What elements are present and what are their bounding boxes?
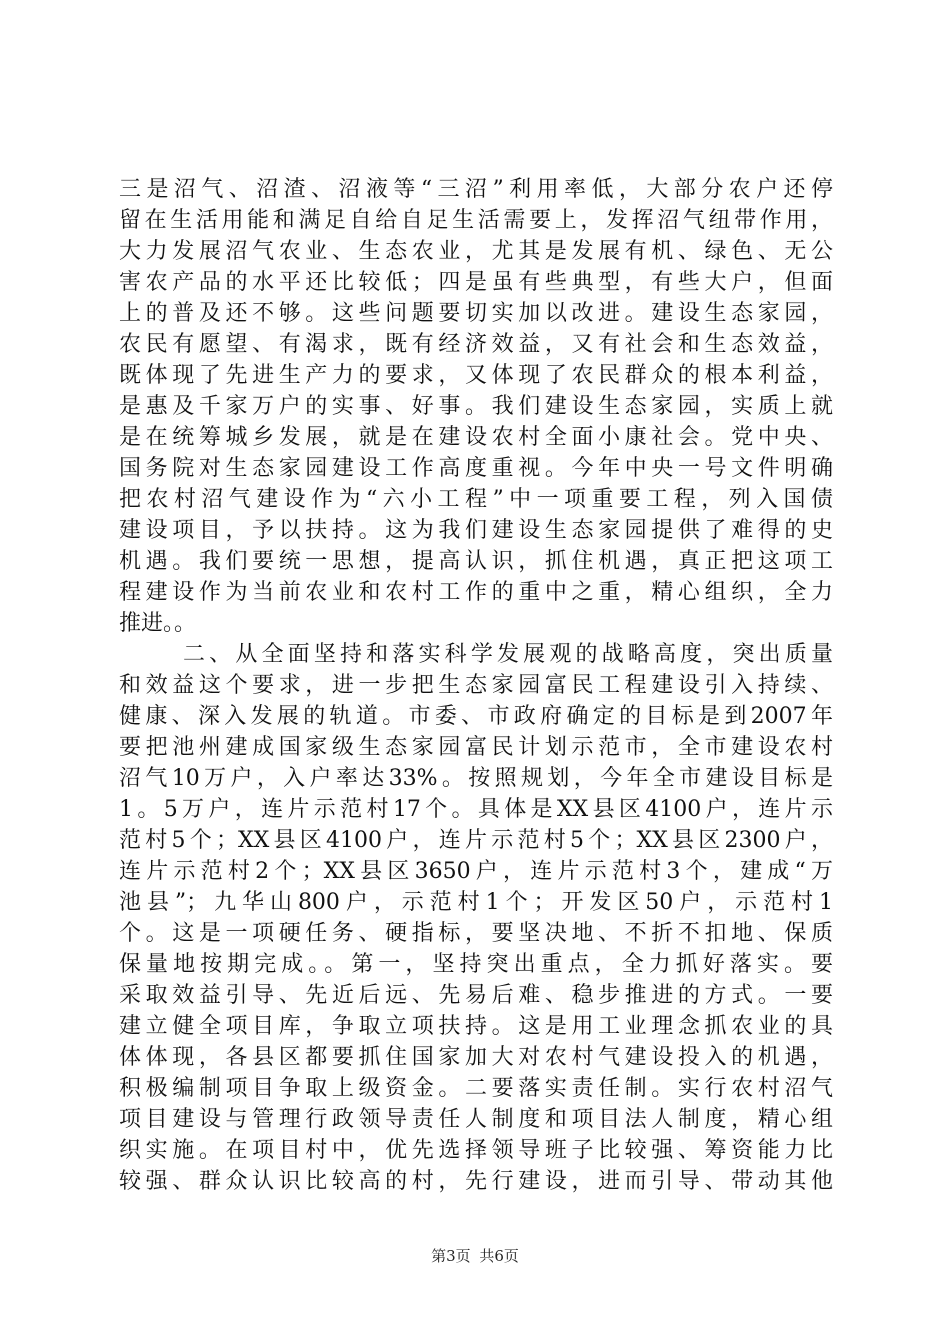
- text-line-25: 个。这是一项硬任务、硬指标，要坚决地、不折不扣地、保质: [119, 921, 833, 946]
- text-line-28: 建立健全项目库，争取立项扶持。这是用工业理念抓农业的具: [119, 1014, 833, 1039]
- text-line-5: 上的普及还不够。这些问题要切实加以改进。建设生态家园，: [119, 301, 833, 326]
- text-line-10: 国务院对生态家园建设工作高度重视。今年中央一号文件明确: [119, 456, 833, 481]
- text-line-8: 是惠及千家万户的实事、好事。我们建设生态家园，实质上就: [119, 394, 833, 419]
- text-line-29: 体体现，各县区都要抓住国家加大对农村气建设投入的机遇，: [119, 1045, 833, 1070]
- text-line-16: 二、从全面坚持和落实科学发展观的战略高度，突出质量: [183, 642, 833, 667]
- document-body: [119, 174, 833, 1197]
- text-line-23: 连片示范村2个；XX县区3650户，连片示范村3个，建成“万: [119, 859, 833, 884]
- text-line-18: 健康、深入发展的轨道。市委、市政府确定的目标是到2007年: [119, 704, 833, 729]
- text-line-11: 把农村沼气建设作为“六小工程”中一项重要工程，列入国债: [119, 487, 833, 512]
- page-footer: [0, 1246, 950, 1266]
- text-line-33: 较强、群众认识比较高的村，先行建设，进而引导、带动其他: [119, 1169, 833, 1194]
- text-line-27: 采取效益引导、先近后远、先易后难、稳步推进的方式。一要: [119, 983, 833, 1008]
- text-line-26: 保量地按期完成。。第一，坚持突出重点，全力抓好落实。要: [119, 952, 833, 977]
- text-line-13: 机遇。我们要统一思想，提高认识，抓住机遇，真正把这项工: [119, 549, 833, 574]
- text-line-19: 要把池州建成国家级生态家园富民计划示范市，全市建设农村: [119, 735, 833, 760]
- text-line-3: 大力发展沼气农业、生态农业，尤其是发展有机、绿色、无公: [119, 239, 833, 264]
- page-number: 第3页: [431, 1247, 471, 1265]
- text-line-1: 三是沼气、沼渣、沼液等“三沼”利用率低，大部分农户还停: [119, 177, 833, 202]
- text-line-31: 项目建设与管理行政领导责任人制度和项目法人制度，精心组: [119, 1107, 833, 1132]
- text-line-32: 织实施。在项目村中，优先选择领导班子比较强、筹资能力比: [119, 1138, 833, 1163]
- text-line-24: 池县”；九华山800户，示范村1个；开发区50户，示范村1: [119, 890, 833, 915]
- text-line-6: 农民有愿望、有渴求，既有经济效益，又有社会和生态效益，: [119, 332, 833, 357]
- text-line-9: 是在统筹城乡发展，就是在建设农村全面小康社会。党中央、: [119, 425, 833, 450]
- text-line-4: 害农产品的水平还比较低；四是虽有些典型，有些大户，但面: [119, 270, 833, 295]
- text-line-21: 1。5万户，连片示范村17个。具体是XX县区4100户，连片示: [119, 797, 833, 822]
- text-line-14: 程建设作为当前农业和农村工作的重中之重，精心组织，全力: [119, 580, 833, 605]
- text-line-30: 积极编制项目争取上级资金。二要落实责任制。实行农村沼气: [119, 1076, 833, 1101]
- text-line-17: 和效益这个要求，进一步把生态家园富民工程建设引入持续、: [119, 673, 833, 698]
- text-line-2: 留在生活用能和满足自给自足生活需要上，发挥沼气纽带作用，: [119, 208, 833, 233]
- text-line-22: 范村5个；XX县区4100户，连片示范村5个；XX县区2300户，: [119, 828, 833, 853]
- page-total: 共6页: [479, 1247, 519, 1265]
- text-line-7: 既体现了先进生产力的要求，又体现了农民群众的根本利益，: [119, 363, 833, 388]
- text-line-12: 建设项目，予以扶持。这为我们建设生态家园提供了难得的史: [119, 518, 833, 543]
- text-line-20: 沼气10万户，入户率达33%。按照规划，今年全市建设目标是: [119, 766, 833, 791]
- text-line-15: 推进。。: [119, 611, 197, 636]
